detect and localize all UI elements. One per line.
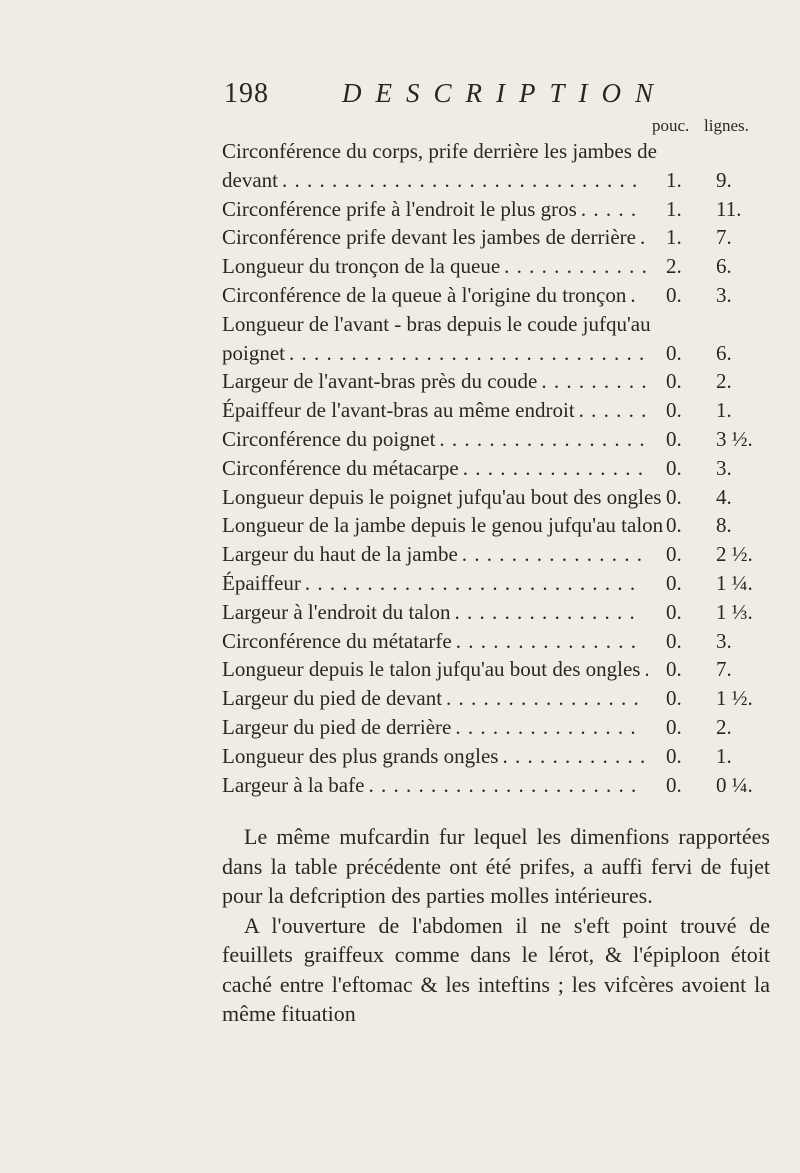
row-lignes: 0 ¼.: [716, 772, 753, 797]
row-pouc: 0.: [666, 340, 682, 365]
table-row: [222, 339, 770, 368]
row-lignes: 2 ½.: [716, 542, 753, 567]
page-number: 198: [224, 78, 269, 109]
row-label: Circonférence du poignet: [222, 426, 436, 451]
row-label: Largeur à la bafe: [222, 772, 365, 797]
leader-dots: [446, 684, 648, 713]
row-label: Circonférence du métatarfe: [222, 628, 452, 653]
row-pouc: 2.: [666, 254, 682, 279]
row-pouc: 0.: [666, 657, 682, 682]
row-label: Longueur de l'avant - bras depuis le coude jufqu'au: [222, 311, 651, 336]
table-row: [222, 396, 770, 425]
leader-dots: [581, 195, 648, 224]
row-lignes: 4.: [716, 484, 732, 509]
table-row: [222, 281, 770, 310]
row-label: Épaiffeur de l'avant-bras au même endroit: [222, 398, 575, 423]
leader-dots: [463, 454, 648, 483]
row-label: Longueur du tronçon de la queue: [222, 254, 501, 279]
table-row: [222, 569, 770, 598]
row-pouc: 0.: [666, 570, 682, 595]
row-pouc: 0.: [666, 455, 682, 480]
table-row: [222, 540, 770, 569]
table-row: [222, 713, 770, 742]
table-row: [222, 742, 770, 771]
table-row: [222, 223, 770, 252]
row-label: Circonférence prife à l'endroit le plus gros: [222, 196, 577, 221]
row-pouc: 0.: [666, 743, 682, 768]
leader-dots: [462, 540, 648, 569]
row-lignes: 7.: [716, 657, 732, 682]
row-lignes: 9.: [716, 167, 732, 192]
row-label: Circonférence du métacarpe: [222, 455, 459, 480]
row-lignes: 8.: [716, 513, 732, 538]
row-pouc: 0.: [666, 714, 682, 739]
leader-dots: [644, 655, 648, 684]
row-lignes: 11.: [716, 196, 742, 221]
row-pouc: 0.: [666, 599, 682, 624]
row-lignes: 1 ¼.: [716, 570, 753, 595]
row-label: Circonférence du corps, prife derrière les jambes de: [222, 139, 657, 163]
body-text: [222, 822, 770, 1029]
row-label: Longueur depuis le poignet jufqu'au bout des ongles: [222, 484, 662, 509]
table-row: [222, 511, 770, 540]
row-pouc: 0.: [666, 282, 682, 307]
row-pouc: 0.: [666, 686, 682, 711]
leader-dots: [368, 771, 648, 800]
row-pouc: 0.: [666, 369, 682, 394]
row-label: Largeur à l'endroit du talon: [222, 599, 451, 624]
row-label: Largeur de l'avant-bras près du coude: [222, 369, 538, 394]
leader-dots: [640, 223, 648, 252]
row-label: Longueur des plus grands ongles: [222, 743, 499, 768]
row-lignes: 3 ½.: [716, 426, 753, 451]
page-header: [224, 78, 720, 118]
table-row: [222, 483, 770, 512]
row-label: Circonférence prife devant les jambes de derrière: [222, 225, 636, 250]
row-lignes: 7.: [716, 225, 732, 250]
row-lignes: 2.: [716, 714, 732, 739]
table-row: [222, 627, 770, 656]
row-pouc: 1.: [666, 167, 682, 192]
leader-dots: [282, 166, 648, 195]
column-header-lignes: lignes.: [704, 116, 749, 135]
leader-dots: [541, 367, 648, 396]
table-row: [222, 598, 770, 627]
row-lignes: 3.: [716, 628, 732, 653]
row-label: Largeur du pied de derrière: [222, 714, 452, 739]
paragraph: A l'ouverture de l'abdomen il ne s'eft point trouvé de feuillets graiffeux comme dans le lérot, & l'épiploon étoit caché entre l'eftomac & les inteftins ; les vifcères avoient la même fituation: [222, 912, 770, 1026]
row-lignes: 3.: [716, 282, 732, 307]
row-label: Largeur du pied de devant: [222, 686, 443, 711]
row-lignes: 1 ⅓.: [716, 599, 753, 624]
row-pouc: 0.: [666, 426, 682, 451]
row-pouc: 1.: [666, 225, 682, 250]
leader-dots: [439, 425, 648, 454]
table-row: [222, 310, 770, 339]
leader-dots: [305, 569, 648, 598]
row-pouc: 0.: [666, 484, 682, 509]
leader-dots: [502, 742, 648, 771]
leader-dots: [455, 598, 649, 627]
row-lignes: 6.: [716, 340, 732, 365]
row-label: Largeur du haut de la jambe: [222, 542, 458, 567]
leader-dots: [630, 281, 648, 310]
leader-dots: [579, 396, 648, 425]
table-row: [222, 425, 770, 454]
row-pouc: 0.: [666, 513, 682, 538]
row-lignes: 3.: [716, 455, 732, 480]
row-pouc: 0.: [666, 398, 682, 423]
table-row: [222, 137, 770, 166]
row-label: devant: [222, 167, 278, 192]
running-title: DESCRIPTION: [342, 78, 667, 108]
leader-dots: [455, 713, 648, 742]
table-row: [222, 166, 770, 195]
row-pouc: 0.: [666, 628, 682, 653]
row-lignes: 2.: [716, 369, 732, 394]
row-label: Longueur de la jambe depuis le genou jufqu'au talon: [222, 513, 664, 538]
paragraph: Le même mufcardin fur lequel les dimenfions rapportées dans la table précédente ont été prifes, a auffi fervi de fujet pour la defcription des parties molles intérieures.: [222, 824, 770, 908]
row-label: Épaiffeur: [222, 570, 301, 595]
row-pouc: 1.: [666, 196, 682, 221]
row-lignes: 1.: [716, 398, 732, 423]
table-row: [222, 771, 770, 800]
row-pouc: 0.: [666, 542, 682, 567]
leader-dots: [289, 339, 648, 368]
table-row: [222, 252, 770, 281]
table-row: [222, 684, 770, 713]
measurement-table: [222, 137, 770, 799]
row-lignes: 1.: [716, 743, 732, 768]
row-label: Longueur depuis le talon jufqu'au bout des ongles: [222, 657, 641, 682]
row-label: Circonférence de la queue à l'origine du tronçon: [222, 282, 627, 307]
leader-dots: [504, 252, 648, 281]
row-lignes: 1 ½.: [716, 686, 753, 711]
table-row: [222, 367, 770, 396]
table-row: [222, 454, 770, 483]
table-row: [222, 195, 770, 224]
row-lignes: 6.: [716, 254, 732, 279]
row-pouc: 0.: [666, 772, 682, 797]
row-label: poignet: [222, 340, 285, 365]
table-row: [222, 655, 770, 684]
leader-dots: [456, 627, 648, 656]
column-header-pouc: pouc.: [652, 116, 690, 135]
